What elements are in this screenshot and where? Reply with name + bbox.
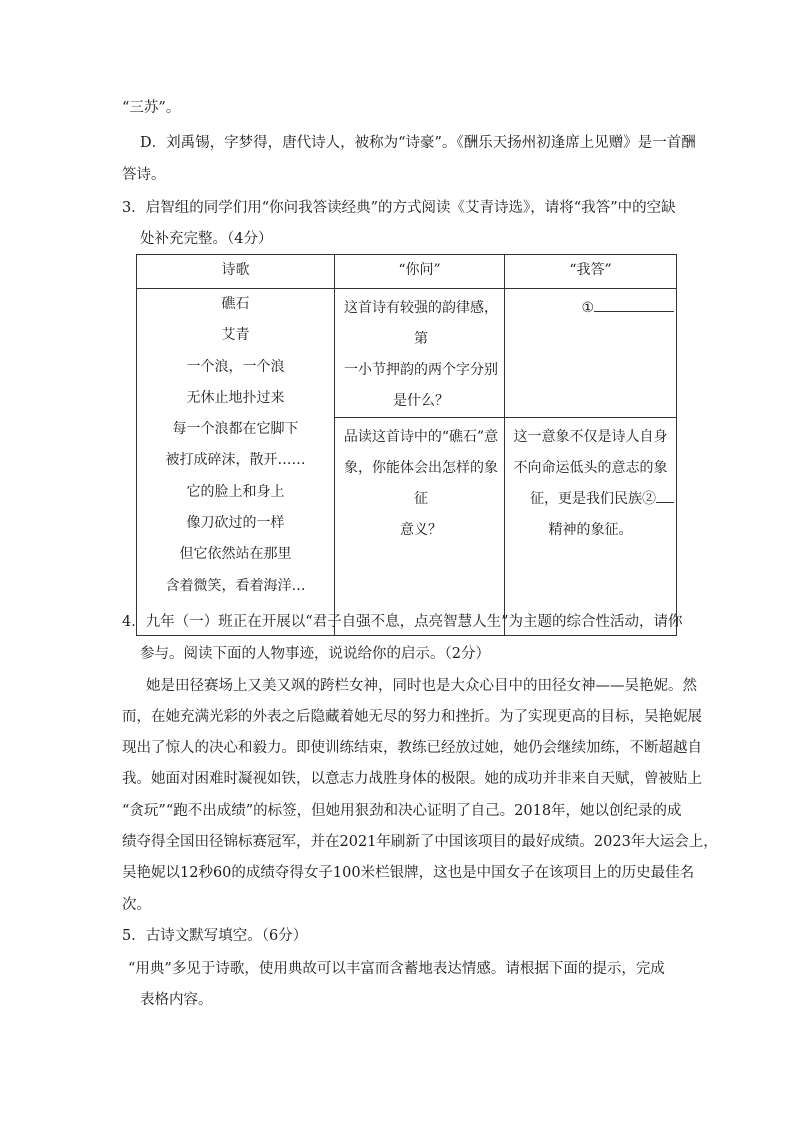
answer-text: 精神的象征。 xyxy=(548,522,633,538)
poem-title: 礁石 xyxy=(221,296,250,312)
poem-line: 像刀砍过的一样 xyxy=(186,515,285,532)
ask-text: 意义？ xyxy=(400,522,442,538)
answer-text: 不向命运低头的意志的象 xyxy=(513,460,668,476)
poem-line: 每一个浪都在它脚下 xyxy=(172,421,299,438)
passage-line: 吴艳妮以12秒60的成绩夺得女子100米栏银牌，这也是中国女子在该项目上的历史最佳名 xyxy=(122,865,695,881)
passage-line: 我。她面对困难时凝视如铁，以意志力战胜身体的极限。她的成功并非来自天赋，曾被贴上 xyxy=(122,771,702,787)
passage-line: 而，在她充满光彩的外表之后隐藏着她无尽的努力和挫折。为了实现更高的目标，吴艳妮展 xyxy=(122,709,702,725)
question-5-instruction: “用典”多见于诗歌，使用典故可以丰富而含蓄地表达情感。请根据下面的提示，完成 xyxy=(128,961,665,977)
answer-cell-1 xyxy=(505,289,677,418)
poem-line: 被打成碎沫，散开…… xyxy=(165,452,306,469)
answer-text xyxy=(505,484,676,515)
header-ask: “你问” xyxy=(335,255,505,289)
passage-line: 她是田径赛场上又美又飒的跨栏女神，同时也是大众心目中的田径女神——吴艳妮。然 xyxy=(146,678,697,694)
option-d-line-2: 答诗。 xyxy=(122,167,166,183)
qa-table xyxy=(136,254,677,636)
table-row xyxy=(137,289,677,418)
poem-line: 它的脸上和身上 xyxy=(186,483,285,500)
poem-cell xyxy=(137,289,335,636)
question-5-prompt: 5．古诗文默写填空。（6分） xyxy=(122,928,308,944)
ask-text: 品读这首诗中的“礁石”意 xyxy=(343,429,499,445)
question-3-prompt: 3．启智组的同学们用“你问我答读经典”的方式阅读《艾青诗选》，请将“我答”中的空缺 xyxy=(122,200,676,216)
ask-text: 一小节押韵的两个字分别 xyxy=(344,362,498,378)
passage-line: 次。 xyxy=(122,897,151,913)
answer-blank-1[interactable] xyxy=(594,295,674,312)
poem-line: 无休止地扑过来 xyxy=(186,389,285,406)
poem-line: 但它依然站在那里 xyxy=(179,546,292,563)
blank-marker-1: ① xyxy=(581,300,594,316)
question-4-prompt-cont: 参与。阅读下面的人物事迹，说说给你的启示。（2分） xyxy=(140,646,490,662)
passage-line: 绩夺得全国田径锦标赛冠军，并在2021年刷新了中国该项目的最好成绩。2023年大运会上， xyxy=(122,834,718,850)
ask-cell-2 xyxy=(335,418,505,636)
text-line: “三苏”。 xyxy=(122,100,181,116)
ask-text: 象，你能体会出怎样的象征 xyxy=(344,460,498,507)
table-header-row xyxy=(137,255,677,289)
passage-line: 现出了惊人的决心和毅力。即使训练结束，教练已经放过她，她仍会继续加练，不断超越自 xyxy=(122,740,702,756)
answer-text-part: 征，更是我们民族② xyxy=(530,491,656,507)
option-d-line-1: D．刘禹锡，字梦得，唐代诗人，被称为“诗豪”。《酬乐天扬州初逢席上见赠》是一首酬 xyxy=(140,135,696,151)
question-4-prompt: 4．九年（一）班正在开展以“君子自强不息，点亮智慧人生”为主题的综合性活动，请你 xyxy=(122,614,683,630)
ask-text: 是什么？ xyxy=(393,393,449,409)
answer-blank-2[interactable] xyxy=(656,486,674,503)
poem-author: 艾青 xyxy=(221,327,250,344)
ask-text: 这首诗有较强的韵律感，第 xyxy=(344,300,498,347)
ask-cell-1 xyxy=(335,289,505,418)
question-3-prompt-cont: 处补充完整。（4分） xyxy=(140,231,273,247)
question-5-instruction-cont: 表格内容。 xyxy=(140,992,213,1008)
header-answer: “我答” xyxy=(505,255,677,289)
header-poem: 诗歌 xyxy=(137,255,335,289)
passage-line: “贪玩”“跑不出成绩”的标签，但她用狠劲和决心证明了自己。2018年，她以创纪录的成 xyxy=(122,803,682,819)
answer-text: 这一意象不仅是诗人自身 xyxy=(513,429,668,445)
poem-line: 一个浪，一个浪 xyxy=(186,358,285,375)
poem-line: 含着微笑，看着海洋… xyxy=(165,577,306,594)
answer-cell-2 xyxy=(505,418,677,636)
